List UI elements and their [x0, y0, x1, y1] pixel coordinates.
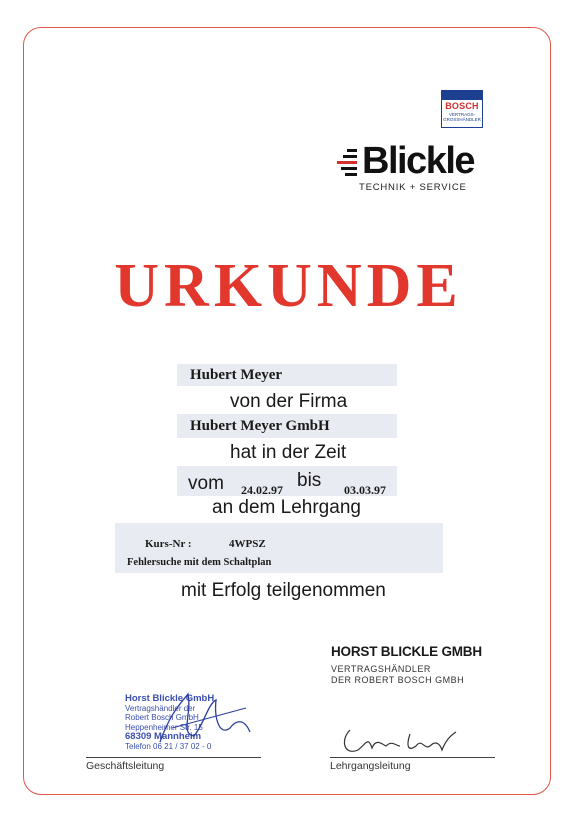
- issuer-name: HORST BLICKLE GMBH: [331, 644, 482, 659]
- bosch-badge: [441, 90, 483, 128]
- date-to: 03.03.97: [344, 483, 386, 497]
- issuer-sub2: DER ROBERT BOSCH GMBH: [331, 675, 465, 685]
- stamp-line4: Heppenheimer Str. 15: [125, 722, 203, 732]
- course-label: an dem Lehrgang: [212, 497, 361, 518]
- bosch-badge-bar: [442, 91, 482, 100]
- bosch-badge-line2: GROSSHÄNDLER: [443, 117, 481, 122]
- logo-name: Blickle: [362, 140, 475, 182]
- bosch-badge-line1: VERTRAGS-: [448, 112, 476, 117]
- date-from: 24.02.97: [241, 483, 283, 497]
- from-company-label: von der Firma: [230, 391, 348, 412]
- stamp-line1: Horst Blickle GmbH: [125, 693, 215, 704]
- vom-label: vom: [188, 473, 224, 494]
- course-nr: 4WPSZ: [229, 538, 266, 550]
- signature-label-right: Lehrgangsleitung: [330, 760, 411, 772]
- course-nr-label: Kurs-Nr :: [145, 538, 192, 550]
- certificate-title: URKUNDE: [114, 252, 463, 320]
- signature-right: [338, 716, 468, 760]
- period-label: hat in der Zeit: [230, 442, 347, 463]
- blickle-logo: [333, 141, 483, 199]
- bis-label: bis: [297, 470, 322, 491]
- course-title: Fehlersuche mit dem Schaltplan: [127, 557, 272, 568]
- issuer-sub1: VERTRAGSHÄNDLER: [331, 664, 431, 674]
- signature-line-right: [330, 757, 495, 758]
- bosch-badge-subtitle: [442, 112, 482, 122]
- bosch-badge-brand: BOSCH: [445, 101, 479, 111]
- stamp-line3: Robert Bosch GmbH: [125, 713, 199, 722]
- signature-left: [150, 684, 270, 754]
- signature-label-left: Geschäftsleitung: [86, 760, 165, 772]
- logo-tagline: TECHNIK + SERVICE: [359, 182, 467, 193]
- participant-name: Hubert Meyer: [190, 367, 283, 383]
- company-name: Hubert Meyer GmbH: [190, 418, 330, 434]
- blickle-stripes-icon: [333, 149, 365, 177]
- stamp-line6: Telefon 06 21 / 37 02 - 0: [125, 741, 212, 751]
- stamp-line2: Vertragshändler der: [125, 703, 196, 713]
- stamp-line5: 68309 Mannheim: [125, 731, 202, 742]
- signature-line-left: [86, 757, 261, 758]
- result-text: mit Erfolg teilgenommen: [181, 580, 386, 601]
